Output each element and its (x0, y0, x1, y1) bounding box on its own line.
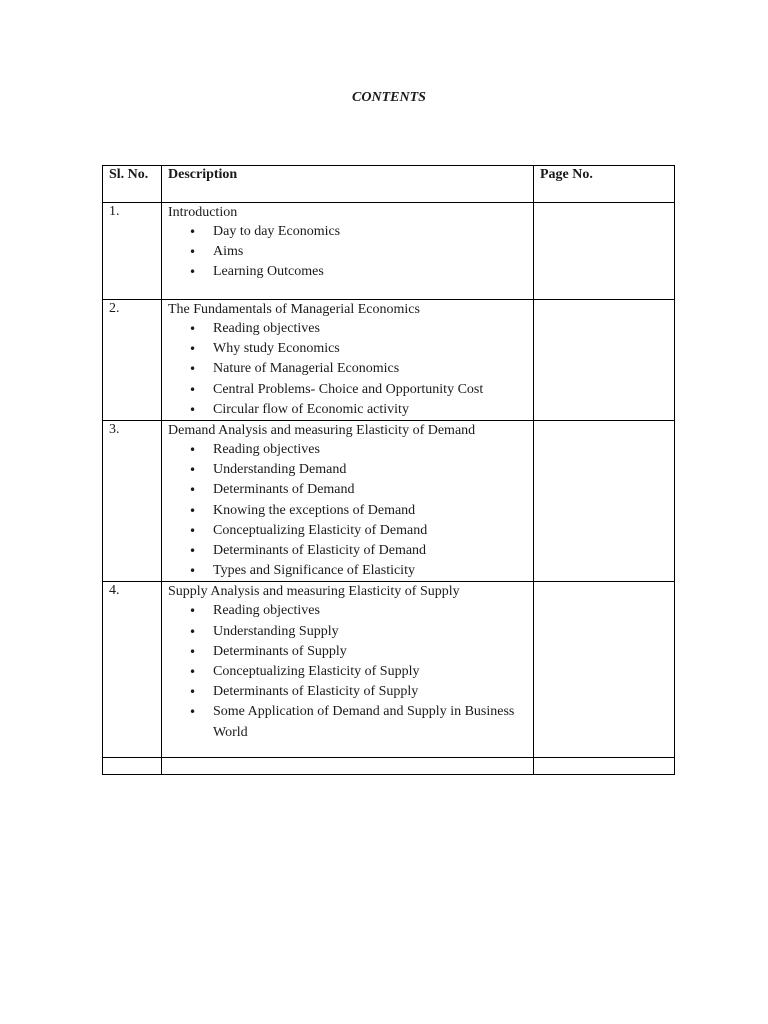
table-header-row (103, 166, 675, 203)
list-item: • Reading objectives (213, 601, 527, 621)
row-description (162, 203, 534, 300)
list-item: • Reading objectives (213, 319, 527, 339)
list-item: • Conceptualizing Elasticity of Supply (213, 662, 527, 682)
table-row (103, 582, 675, 758)
list-item: • Determinants of Supply (213, 642, 527, 662)
section-title: The Fundamentals of Managerial Economics (168, 302, 420, 317)
table-row (103, 300, 675, 421)
row-number: 3. (103, 421, 162, 582)
list-item: • Aims (213, 242, 527, 262)
topic-list (168, 440, 527, 581)
list-item: • Nature of Managerial Economics (213, 359, 527, 379)
row-page-number (534, 203, 675, 300)
topic-list (168, 601, 527, 742)
section-title: Introduction (168, 205, 238, 220)
section-title: Demand Analysis and measuring Elasticity of Demand (168, 423, 476, 439)
row-description (162, 582, 534, 758)
row-description (162, 300, 534, 421)
row-number: 4. (103, 582, 162, 758)
contents-table (102, 165, 675, 775)
list-item: • Conceptualizing Elasticity of Demand (213, 521, 527, 541)
table-row (103, 421, 675, 582)
page-title: CONTENTS (352, 90, 426, 105)
list-item: • Determinants of Elasticity of Demand (213, 541, 527, 561)
empty-cell (534, 758, 675, 775)
list-item: • Knowing the exceptions of Demand (213, 501, 527, 521)
empty-cell (103, 758, 162, 775)
header-page-no: Page No. (534, 166, 675, 203)
row-page-number (534, 300, 675, 421)
row-page-number (534, 421, 675, 582)
row-number: 2. (103, 300, 162, 421)
topic-list (168, 319, 527, 420)
empty-cell (162, 758, 534, 775)
list-item: • Why study Economics (213, 339, 527, 359)
list-item: • Determinants of Demand (213, 480, 527, 500)
list-item: • Some Application of Demand and Supply in Business World (213, 702, 527, 742)
table-row (103, 203, 675, 300)
list-item: • Reading objectives (213, 440, 527, 460)
section-title: Supply Analysis and measuring Elasticity of Supply (168, 584, 460, 600)
row-number: 1. (103, 203, 162, 300)
list-item: • Circular flow of Economic activity (213, 400, 527, 420)
list-item: • Central Problems- Choice and Opportunity Cost (213, 380, 527, 400)
list-item: • Learning Outcomes (213, 262, 527, 282)
list-item: • Understanding Supply (213, 622, 527, 642)
list-item: • Day to day Economics (213, 222, 527, 242)
list-item: • Understanding Demand (213, 460, 527, 480)
list-item: • Determinants of Elasticity of Supply (213, 682, 527, 702)
row-page-number (534, 582, 675, 758)
list-item: • Types and Significance of Elasticity (213, 561, 527, 581)
row-description (162, 421, 534, 582)
header-sl-no: Sl. No. (103, 166, 162, 203)
table-row-empty (103, 758, 675, 775)
topic-list (168, 222, 527, 283)
header-description: Description (162, 166, 534, 203)
